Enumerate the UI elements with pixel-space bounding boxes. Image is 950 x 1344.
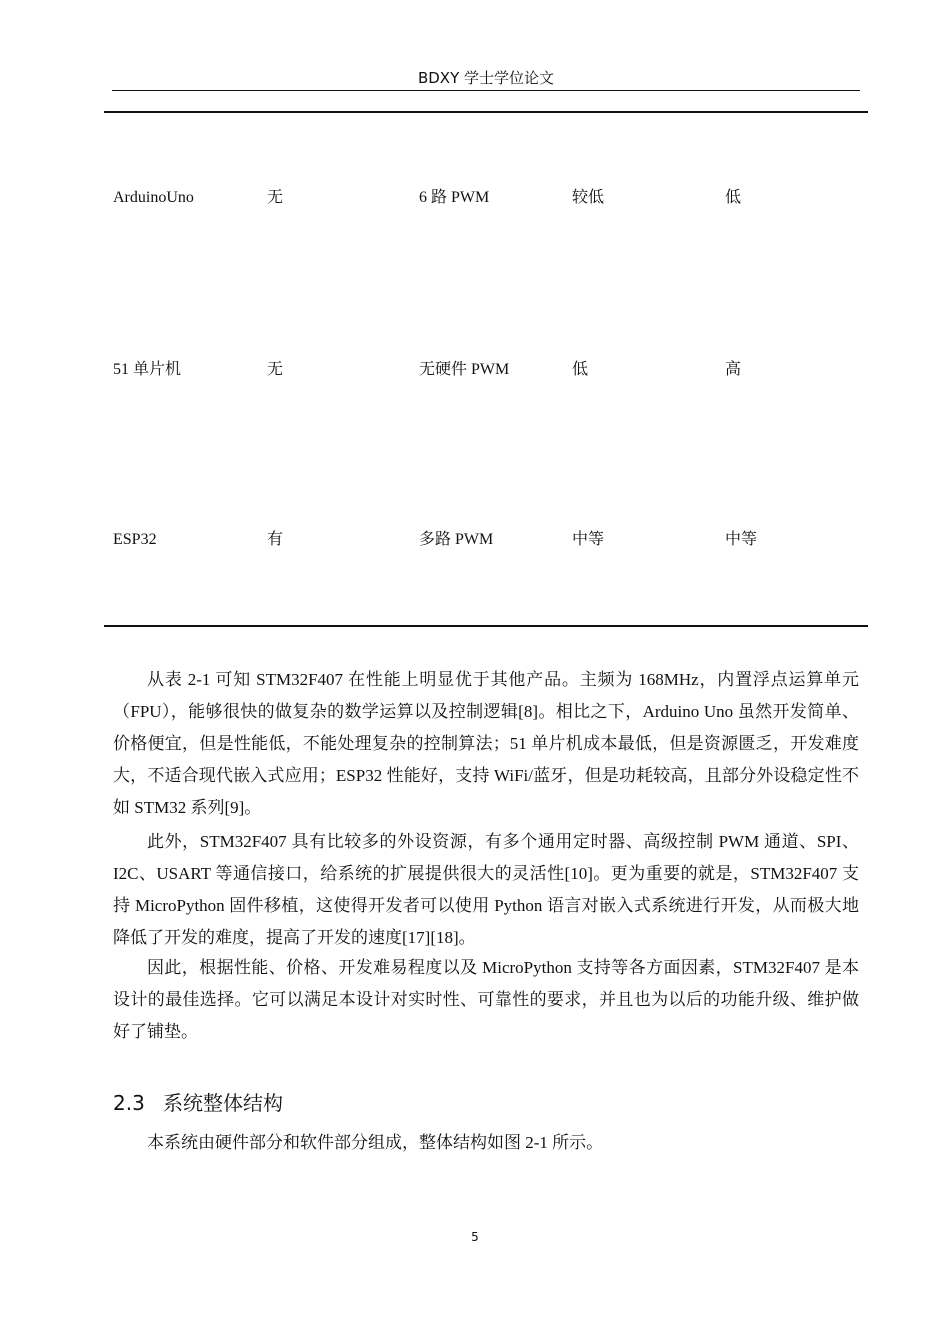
body-paragraph: 此外，STM32F407 具有比较多的外设资源，有多个通用定时器、高级控制 PWM 通道、SPI、I2C、USART 等通信接口，给系统的扩展提供很大的灵活性[10]。更为重要的就是，STM32F407 支持 MicroPython 固件移植，这使得开发者可以使用 Python 语言对嵌入式系统进行开发，从而极大地降低了开发的难度，提高了开发的速度[17][18]。 xyxy=(113,832,859,947)
table-cell: 无 xyxy=(267,361,284,378)
table-row xyxy=(0,528,950,552)
table-cell: 51 单片机 xyxy=(113,361,182,378)
table-cell: 中等 xyxy=(725,531,758,548)
table-row xyxy=(0,186,950,210)
header-rule xyxy=(112,90,860,91)
table-bottom-rule xyxy=(104,625,868,627)
section-paragraph: 本系统由硬件部分和软件部分组成，整体结构如图 2-1 所示。 xyxy=(147,1133,604,1152)
table-row xyxy=(0,358,950,382)
table-cell: 无 xyxy=(267,189,284,206)
running-header: BDXY 学士学位论文 xyxy=(417,69,555,87)
table-cell: 中等 xyxy=(572,531,605,548)
page-number: 5 xyxy=(471,1230,479,1244)
table-cell: 无硬件 PWM xyxy=(419,361,510,378)
table-cell: ESP32 xyxy=(113,531,157,548)
section-heading xyxy=(113,1088,283,1118)
table-cell: 6 路 PWM xyxy=(419,189,490,206)
body-paragraph: 因此，根据性能、价格、开发难易程度以及 MicroPython 支持等各方面因素，STM32F407 是本设计的最佳选择。它可以满足本设计对实时性、可靠性的要求，并且也为以后的功能升级、维护做好了铺垫。 xyxy=(113,958,859,1041)
table-cell: 低 xyxy=(725,189,742,206)
section-title: 系统整体结构 xyxy=(163,1091,283,1115)
table-top-rule xyxy=(104,111,868,113)
table-cell: 有 xyxy=(267,531,284,548)
table-cell: ArduinoUno xyxy=(113,189,194,206)
table-cell: 高 xyxy=(725,361,742,378)
section-number: 2.3 xyxy=(113,1091,145,1115)
table-cell: 多路 PWM xyxy=(419,531,494,548)
table-cell: 较低 xyxy=(572,189,605,206)
body-paragraph: 从表 2-1 可知 STM32F407 在性能上明显优于其他产品。主频为 168MHz，内置浮点运算单元（FPU），能够很快的做复杂的数学运算以及控制逻辑[8]。相比之下，Arduino Uno 虽然开发简单、价格便宜，但是性能低，不能处理复杂的控制算法；51 单片机成本最低，但是资源匮乏，开发难度大，不适合现代嵌入式应用；ESP32 性能好，支持 WiFi/蓝牙，但是功耗较高，且部分外设稳定性不如 STM32 系列[9]。 xyxy=(113,670,859,817)
table-cell: 低 xyxy=(572,361,589,378)
